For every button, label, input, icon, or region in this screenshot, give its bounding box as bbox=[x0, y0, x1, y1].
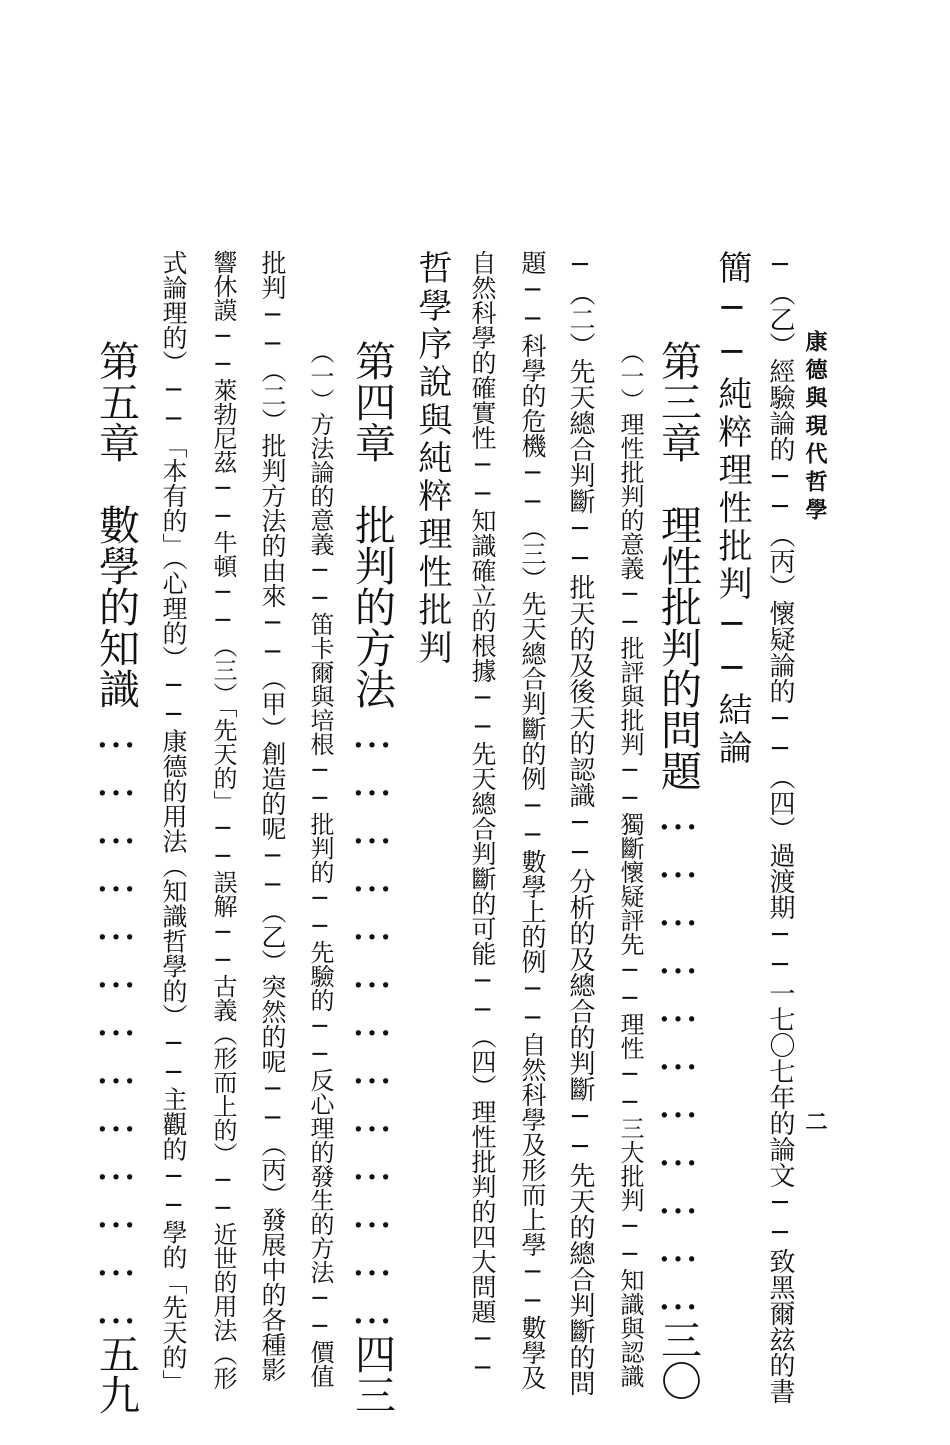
toc-line-6: 題──科學的危機──（三）先天總合判斷的例──數學上的例──自然科學及形而上學──數學及 bbox=[518, 250, 547, 1390]
toc-chapter-4: 第四章 批判的方法…………………………………四三 bbox=[348, 340, 396, 1415]
running-title: 康德與現代哲學 bbox=[802, 330, 828, 526]
toc-line-1: ─（乙）經驗論的──（丙）懷疑論的──（四）過渡期──一七〇七年的論文──致黑爾玆的書 bbox=[765, 250, 795, 1404]
toc-line-7: 自然科學的確實性──知識確立的根據──先天總合判斷的可能──（四）理性批判的四大問題── bbox=[468, 250, 497, 1382]
toc-line-12: 響休謨──萊勃尼茲──牛頓──（三）「先天的」──誤解──古義（形而上的）──近世的用法（形 bbox=[209, 250, 237, 1390]
toc-line-2: 簡──純粹理性批判──結論 bbox=[712, 250, 752, 768]
toc-line-5: ─（二）先天總合判斷──批天的及後天的認識──分析的及總合的判斷──先天的總合判斷的問 bbox=[565, 250, 595, 1396]
toc-line-8: 哲學序說與純粹理性批判 bbox=[412, 250, 452, 668]
toc-line-13: 式論理的）──「本有的」（心理的）──康德的用法（知識哲學的）──主觀的──學的「先天的」 bbox=[159, 250, 188, 1395]
page-number: 二 bbox=[802, 1110, 828, 1138]
toc-chapter-5: 第五章 數學的知識…………………………………五九 bbox=[92, 340, 140, 1415]
toc-line-4: （一）理性批判的意義──批評與批判──獨斷懷疑評先──理性──三大批判──知識與認識 bbox=[616, 340, 644, 1388]
toc-line-11: 批判──（二）批判方法的由來──（甲）創造的呢──（乙）突然的呢──（丙）發展中的各種影 bbox=[258, 250, 287, 1382]
toc-line-10: （一）方法論的意義──笛卡爾與培根──批判的──先驗的──反心理的發生的方法──價值 bbox=[306, 340, 334, 1388]
toc-chapter-3: 第三章 理性批判的問題……………………………三〇 bbox=[654, 340, 702, 1401]
